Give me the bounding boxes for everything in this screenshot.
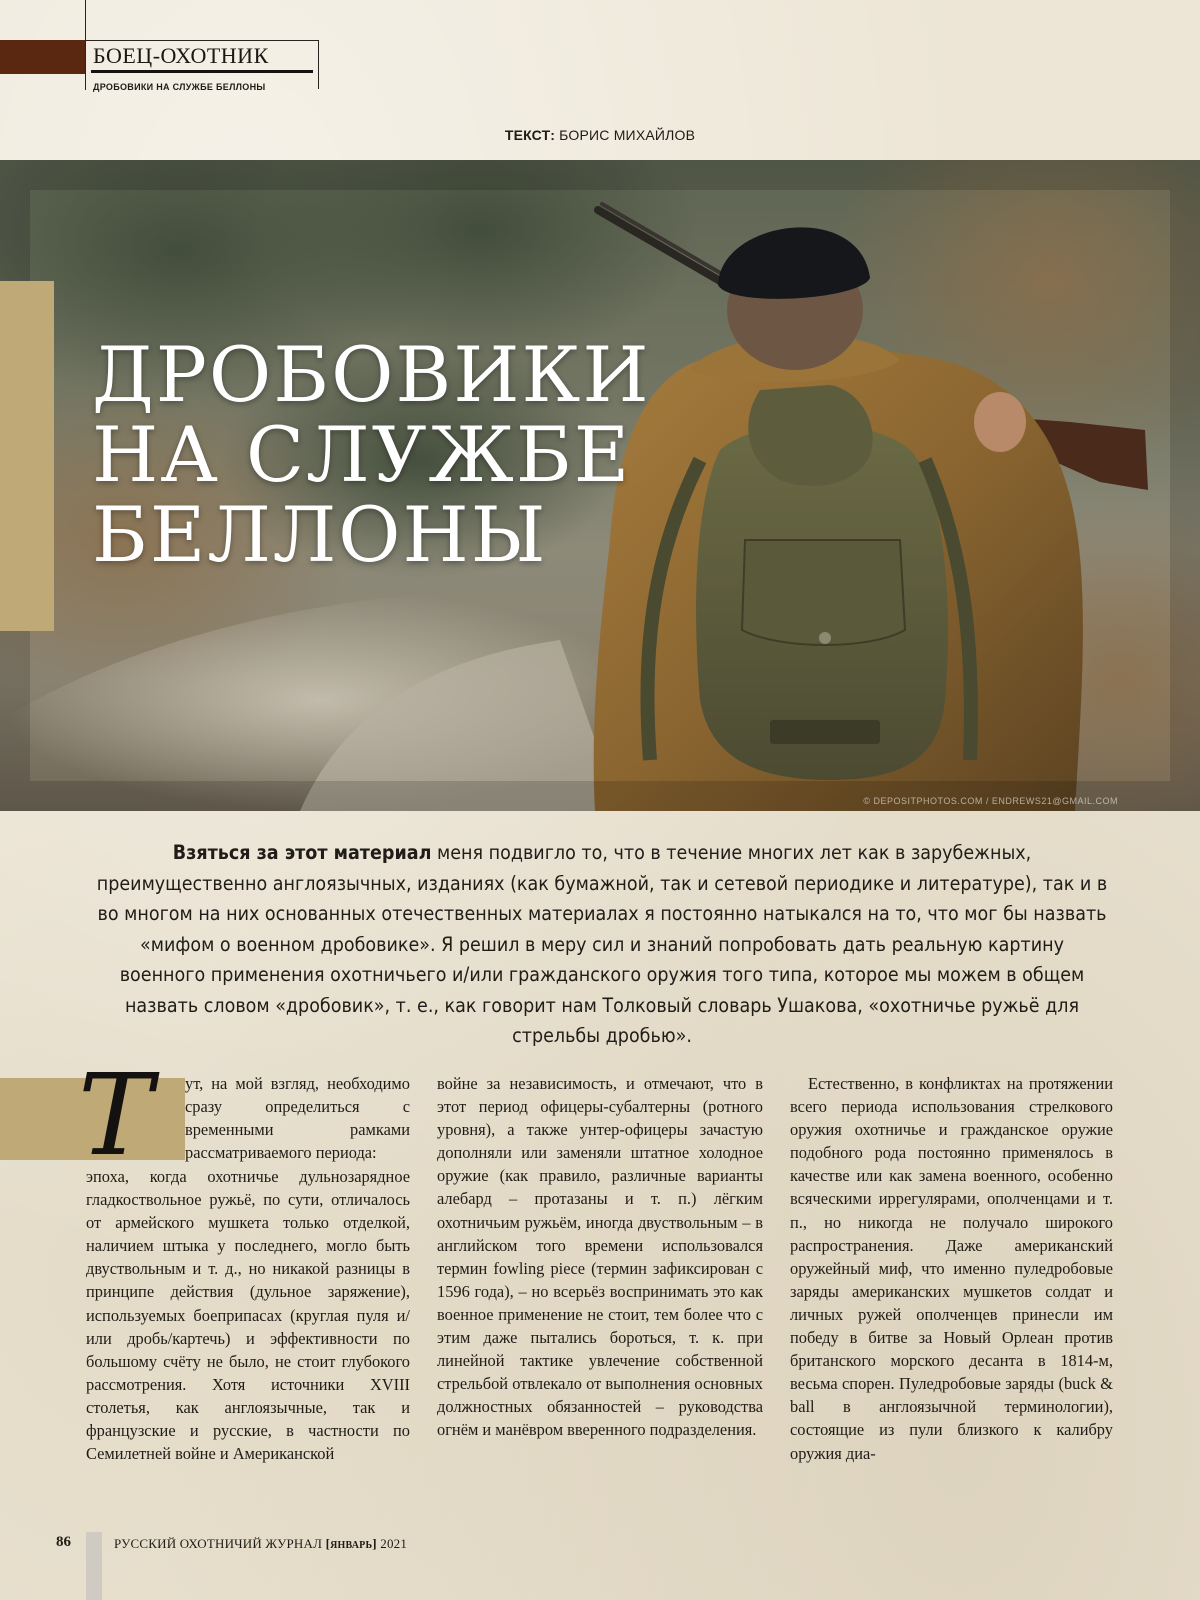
bracket-open: [	[325, 1536, 331, 1551]
col3-text: Естественно, в конфликтах на протяжении всего периода использования стрелкового оружия охотничье и гражданское оружие подобного рода постоянно применялось в качестве или как замена военного, особенно всяческими иррегулярами, ополченцами и т. п., но никогда не получало широкого распространения. Даже американский оружейный миф, что именно пуледробовые заряды американских мушкетов солдат и личных ружей ополченцев принесли им победу в битве за Новый Орлеан против британского морского десанта в 1814-м, весьма спорен. Пуледробовые заряды (buck & ball в англоязычной терминологии), состоящие из пули близкого к калибру оружия диа-	[790, 1074, 1113, 1463]
page-number: 86	[56, 1534, 71, 1550]
column-2	[437, 1072, 763, 1442]
col1-text: эпоха, когда охотничье дульнозарядное гладкоствольное ружьё, по сути, отличалось от армейского мушкета только отделкой, наличием штыка у последнего, могло быть двуствольным и т. д., но никакой разницы в принципе действия (дульное заряжение), используемых боеприпасах (круглая пуля и/или дробь/картечь) и эффективности по большому счёту не было, не стоит глубокого рассмотрения. Хотя источники XVIII столетья, как англоязычные, так и французские и русские, в частности по Семилетней войне и Американской	[86, 1167, 410, 1464]
title-line-3: БЕЛЛОНЫ	[92, 490, 548, 579]
lead-paragraph	[96, 838, 1108, 1052]
hero-accent-bar	[0, 281, 54, 631]
footer-magazine	[114, 1536, 407, 1552]
column-1-top	[185, 1072, 410, 1164]
dropcap-letter: Т	[78, 1051, 153, 1181]
hero-photo	[0, 160, 1200, 811]
section-underline	[91, 70, 313, 73]
column-3	[790, 1072, 1113, 1465]
section-title: БОЕЦ-ОХОТНИК	[93, 43, 269, 68]
byline-author: БОРИС МИХАЙЛОВ	[559, 127, 696, 143]
bracket-close: ]	[372, 1536, 377, 1551]
col2-text: войне за независимость, и отмечают, что в этот период офицеры-субалтерны (ротного уровня), а также унтер-офицеры зачастую дополняли или заменяли штатное холодное оружие (как правило, различные варианты алебард – протазаны и т. п.) лёгким охотничьим ружьём, иногда двуствольным – в английском того времени использовался термин fowling piece (термин зафиксирован с 1596 года), – но всерьёз воспринимать это как военное применение не стоит, тем более что с этим даже пытались бороться, т. к. при линейной тактике увлечение собственной стрельбой отвлекало от выполнения основных должностных обязанностей – руководства огнём и манёвром вверенного подразделения.	[437, 1074, 763, 1440]
section-subtitle: ДРОБОВИКИ НА СЛУЖБЕ БЕЛЛОНЫ	[93, 82, 266, 92]
photo-credit: © DEPOSITPHOTOS.COM / ENDREWS21@GMAIL.COM	[863, 796, 1118, 806]
article-title	[92, 330, 651, 579]
byline-label: ТЕКСТ:	[504, 127, 556, 143]
lead-text: меня подвигло то, что в течение многих лет как в зарубежных, преимущественно англоязычных, изданиях (как бумажной, так и сетевой периодике и литературе), так и в во многом на них основанных отечественных материалах я постоянно натыкался на то, что мог бы назвать «мифом о военном дробовике». Я решил в меру сил и знаний попробовать дать реальную картину военного применения охотничьего и/или гражданского оружия того типа, которое мы можем в общем назвать словом «дробовик», т. е., как говорит нам Толковый словарь Ушакова, «охотничье ружьё для стрельбы дробью».	[96, 841, 1108, 1047]
title-line-1: ДРОБОВИКИ	[92, 330, 651, 419]
magazine-name: РУССКИЙ ОХОТНИЧИЙ ЖУРНАЛ	[114, 1536, 323, 1551]
lead-strong: Взяться за этот материал	[172, 841, 432, 864]
section-color-bar	[0, 40, 86, 74]
title-line-2: НА СЛУЖБЕ	[92, 410, 632, 499]
footer-bar	[86, 1532, 102, 1600]
column-1	[86, 1165, 410, 1465]
col1-top-text: ут, на мой взгляд, необходимо сразу определиться с временными рамками рассматриваемого периода:	[185, 1074, 410, 1163]
issue-month: ЯНВАРЬ	[330, 1540, 373, 1551]
issue-year: 2021	[380, 1536, 408, 1551]
byline	[0, 127, 1200, 143]
